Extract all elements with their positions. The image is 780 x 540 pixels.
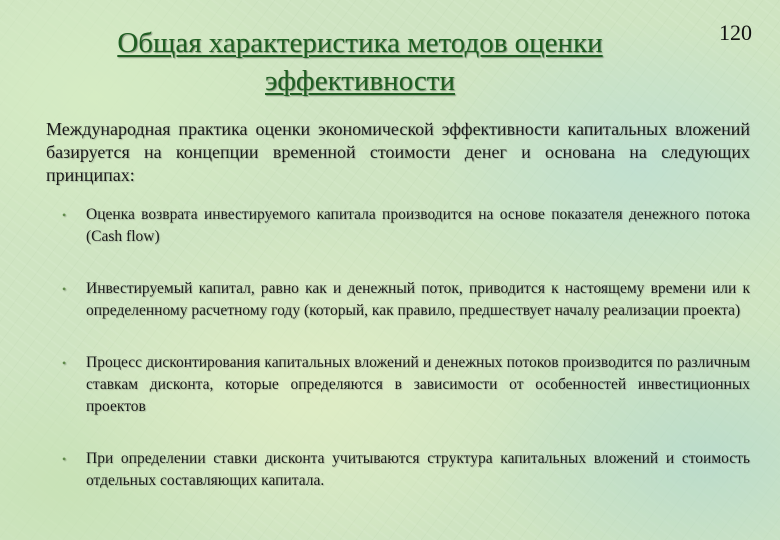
list-item-text: Процесс дисконтирования капитальных вложений и денежных потоков производится по различным ставкам дисконта, которые определяются в зависимости от особенностей инвестиционных проектов	[86, 354, 750, 415]
principles-list	[62, 204, 750, 492]
list-item	[62, 448, 750, 492]
bullet-icon: •	[62, 356, 67, 370]
list-item-text: Оценка возврата инвестируемого капитала производится на основе показателя денежного потока (Cash flow)	[86, 206, 750, 245]
bullet-icon: •	[62, 208, 67, 222]
list-item	[62, 204, 750, 248]
intro-paragraph: Международная практика оценки экономической эффективности капитальных вложений базируется на концепции временной стоимости денег и основана на следующих принципах:	[46, 119, 750, 185]
slide-number: 120	[719, 20, 752, 45]
list-item-text: Инвестируемый капитал, равно как и денежный поток, приводится к настоящему времени или к определенному расчетному году (который, как правило, предшествует началу реализации проекта)	[86, 280, 750, 319]
list-item	[62, 278, 750, 322]
slide-title: Общая характеристика методов оценки эффективности	[117, 27, 603, 97]
bullet-icon: •	[62, 452, 67, 466]
list-item	[62, 352, 750, 418]
list-item-text: При определении ставки дисконта учитываются структура капитальных вложений и стоимость отдельных составляющих капитала.	[86, 450, 750, 489]
bullet-icon: •	[62, 282, 67, 296]
